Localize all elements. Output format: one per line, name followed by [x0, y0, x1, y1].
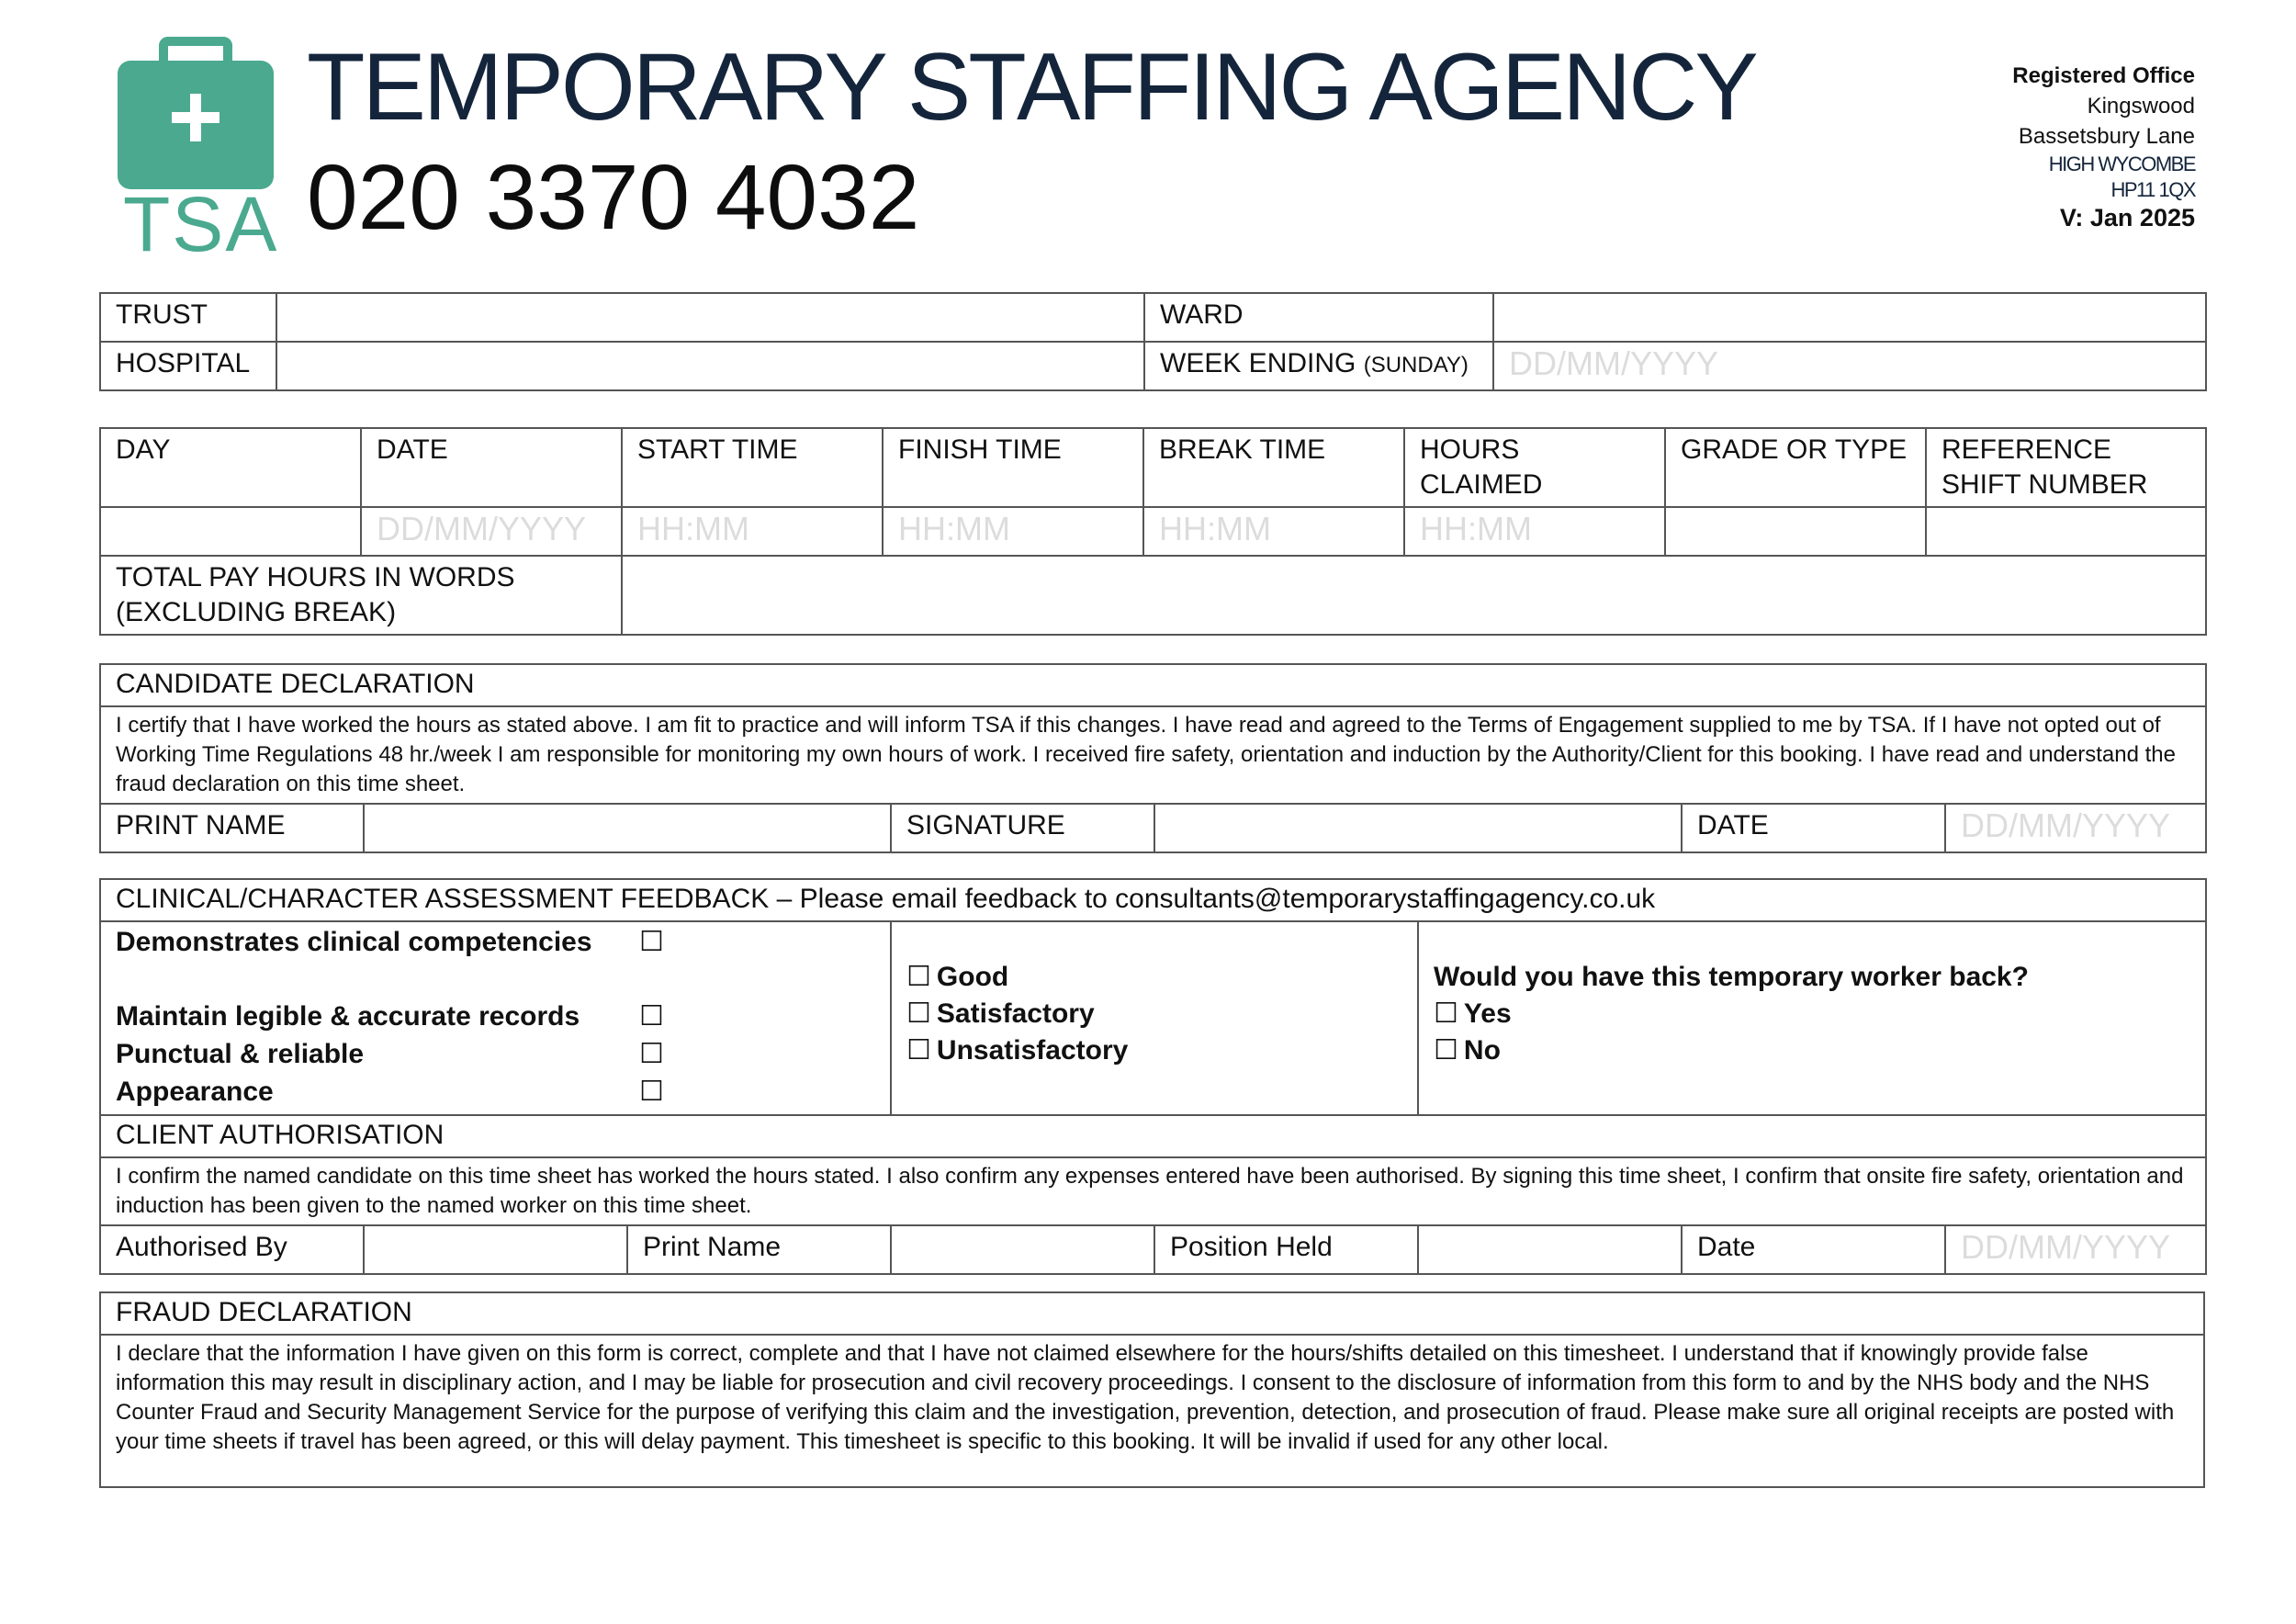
client-print-name-label: Print Name	[627, 1225, 891, 1274]
rehire-label: No	[1463, 1035, 1501, 1066]
rating-checkbox[interactable]: ☐	[906, 962, 931, 992]
criterion-label: Demonstrates clinical competencies	[116, 927, 592, 957]
criterion-row	[116, 1073, 875, 1111]
rehire-question: Would you have this temporary worker back?	[1434, 962, 2029, 992]
total-hours-field[interactable]	[622, 556, 2206, 635]
rating-label: Unsatisfactory	[936, 1035, 1129, 1066]
trust-label: TRUST	[100, 293, 276, 342]
office-heading: Registered Office	[2012, 63, 2195, 88]
authorised-by-field[interactable]	[364, 1225, 627, 1274]
candidate-signature-label: SIGNATURE	[891, 804, 1154, 852]
col-header-hours: HOURS CLAIMED	[1404, 428, 1665, 507]
rehire-no[interactable]	[1434, 1032, 2190, 1069]
registered-office	[2012, 61, 2195, 233]
col-header-finish: FINISH TIME	[883, 428, 1143, 507]
office-line: Kingswood	[2087, 94, 2195, 118]
start-time-field[interactable]: HH:MM	[622, 507, 883, 556]
day-field[interactable]	[100, 507, 361, 556]
criterion-checkbox[interactable]: ☐	[639, 927, 664, 957]
logo-text: TSA	[123, 181, 279, 267]
hospital-field[interactable]	[276, 342, 1144, 390]
ward-label: WARD	[1144, 293, 1493, 342]
criterion-checkbox[interactable]: ☐	[639, 1077, 664, 1107]
position-held-field[interactable]	[1418, 1225, 1682, 1274]
rating-label: Satisfactory	[936, 998, 1095, 1029]
office-line: Bassetsbury Lane	[2018, 124, 2195, 149]
col-header-break: BREAK TIME	[1143, 428, 1404, 507]
col-header-day: DAY	[100, 428, 361, 507]
fraud-declaration-table	[99, 1291, 2205, 1488]
tsa-logo	[118, 37, 279, 267]
hospital-label: HOSPITAL	[100, 342, 276, 390]
client-authorisation-title: CLIENT AUTHORISATION	[100, 1115, 2206, 1157]
total-hours-label: TOTAL PAY HOURS IN WORDS (EXCLUDING BREAK)	[100, 556, 622, 635]
grade-field[interactable]	[1665, 507, 1926, 556]
criterion-row	[116, 924, 875, 998]
criterion-checkbox[interactable]: ☐	[639, 1039, 664, 1069]
client-date-label: Date	[1682, 1225, 1945, 1274]
rehire-yes[interactable]	[1434, 996, 2190, 1032]
authorised-by-label: Authorised By	[100, 1225, 364, 1274]
feedback-table	[99, 878, 2207, 1275]
office-postcode: HP11 1QX	[2110, 178, 2195, 201]
candidate-print-name-label: PRINT NAME	[100, 804, 364, 852]
rating-label: Good	[936, 962, 1009, 992]
candidate-declaration-text: I certify that I have worked the hours as stated above. I am fit to practice and will inform TSA if this changes. I have read and agreed to the Terms of Engagement supplied to me by TSA. If I have not opted out of Working Time Regulations 48 hr./week I am responsible for monitoring my own hours of work. I received fire safety, orientation and induction by the Authority/Client for this booking. I have read and understand the fraud declaration on this time sheet.	[100, 706, 2206, 804]
criterion-checkbox[interactable]: ☐	[639, 1001, 664, 1032]
trust-field[interactable]	[276, 293, 1144, 342]
shift-table	[99, 427, 2207, 636]
col-header-grade: GRADE OR TYPE	[1665, 428, 1926, 507]
rehire-checkbox[interactable]: ☐	[1434, 998, 1458, 1029]
candidate-signature-field[interactable]	[1154, 804, 1682, 852]
criteria-panel	[100, 921, 891, 1115]
candidate-date-label: DATE	[1682, 804, 1945, 852]
col-header-reference: REFERENCE SHIFT NUMBER	[1926, 428, 2206, 507]
placement-table	[99, 292, 2207, 391]
client-authorisation-text: I confirm the named candidate on this time sheet has worked the hours stated. I also confirm any expenses entered have been authorised. By signing this time sheet, I confirm that onsite fire safety, orientation and induction has been given to the named worker on this time sheet.	[100, 1157, 2206, 1225]
break-time-field[interactable]: HH:MM	[1143, 507, 1404, 556]
rehire-label: Yes	[1463, 998, 1512, 1029]
criterion-label: Maintain legible & accurate records	[116, 1001, 580, 1032]
position-held-label: Position Held	[1154, 1225, 1418, 1274]
col-header-start: START TIME	[622, 428, 883, 507]
candidate-date-field[interactable]: DD/MM/YYYY	[1945, 804, 2206, 852]
criterion-label: Appearance	[116, 1077, 274, 1107]
candidate-declaration-table	[99, 663, 2207, 853]
plus-icon-bar	[172, 112, 219, 123]
rehire-panel	[1418, 921, 2206, 1115]
client-print-name-field[interactable]	[891, 1225, 1154, 1274]
week-ending-text: WEEK ENDING	[1160, 348, 1356, 378]
rating-satisfactory[interactable]	[906, 996, 1402, 1032]
rating-checkbox[interactable]: ☐	[906, 998, 931, 1029]
reference-field[interactable]	[1926, 507, 2206, 556]
candidate-print-name-field[interactable]	[364, 804, 891, 852]
ward-field[interactable]	[1493, 293, 2206, 342]
rating-checkbox[interactable]: ☐	[906, 1035, 931, 1066]
candidate-declaration-title: CANDIDATE DECLARATION	[100, 664, 2206, 706]
week-ending-label	[1144, 342, 1493, 390]
client-date-field[interactable]: DD/MM/YYYY	[1945, 1225, 2206, 1274]
hours-claimed-field[interactable]: HH:MM	[1404, 507, 1665, 556]
agency-name: TEMPORARY STAFFING AGENCY	[307, 34, 1756, 141]
week-ending-sub: (SUNDAY)	[1363, 353, 1469, 378]
office-town: HIGH WYCOMBE	[2048, 152, 2195, 175]
date-field[interactable]: DD/MM/YYYY	[361, 507, 622, 556]
finish-time-field[interactable]: HH:MM	[883, 507, 1143, 556]
rehire-checkbox[interactable]: ☐	[1434, 1035, 1458, 1066]
criterion-row	[116, 1035, 875, 1073]
fraud-declaration-text: I declare that the information I have given on this form is correct, complete and that I have not claimed elsewhere for the hours/shifts detailed on this timesheet. I understand that if knowingly provide false information this may result in disciplinary action, and I may be liable for prosecution and civil recovery proceedings. I consent to the disclosure of information from this form to and by the NHS body and the NHS Counter Fraud and Security Management Service for the purpose of verifying this claim and the investigation, prevention, detection, and prosecution of fraud. Please make sure all original receipts are posted with your time sheets if travel has been agreed, or this will delay payment. This timesheet is specific to this booking. It will be invalid if used for any other local.	[100, 1335, 2204, 1487]
form-version: V: Jan 2025	[2059, 204, 2195, 231]
rating-unsatisfactory[interactable]	[906, 1032, 1402, 1069]
fraud-declaration-title: FRAUD DECLARATION	[100, 1292, 2204, 1335]
criterion-label: Punctual & reliable	[116, 1039, 365, 1069]
agency-phone: 020 3370 4032	[307, 146, 920, 249]
rating-panel	[891, 921, 1418, 1115]
week-ending-field[interactable]: DD/MM/YYYY	[1493, 342, 2206, 390]
col-header-date: DATE	[361, 428, 622, 507]
rating-good[interactable]	[906, 959, 1402, 996]
criterion-row	[116, 998, 875, 1035]
feedback-title: CLINICAL/CHARACTER ASSESSMENT FEEDBACK – Please email feedback to consultants@temporarystaffingagency.co.uk	[100, 879, 2206, 921]
